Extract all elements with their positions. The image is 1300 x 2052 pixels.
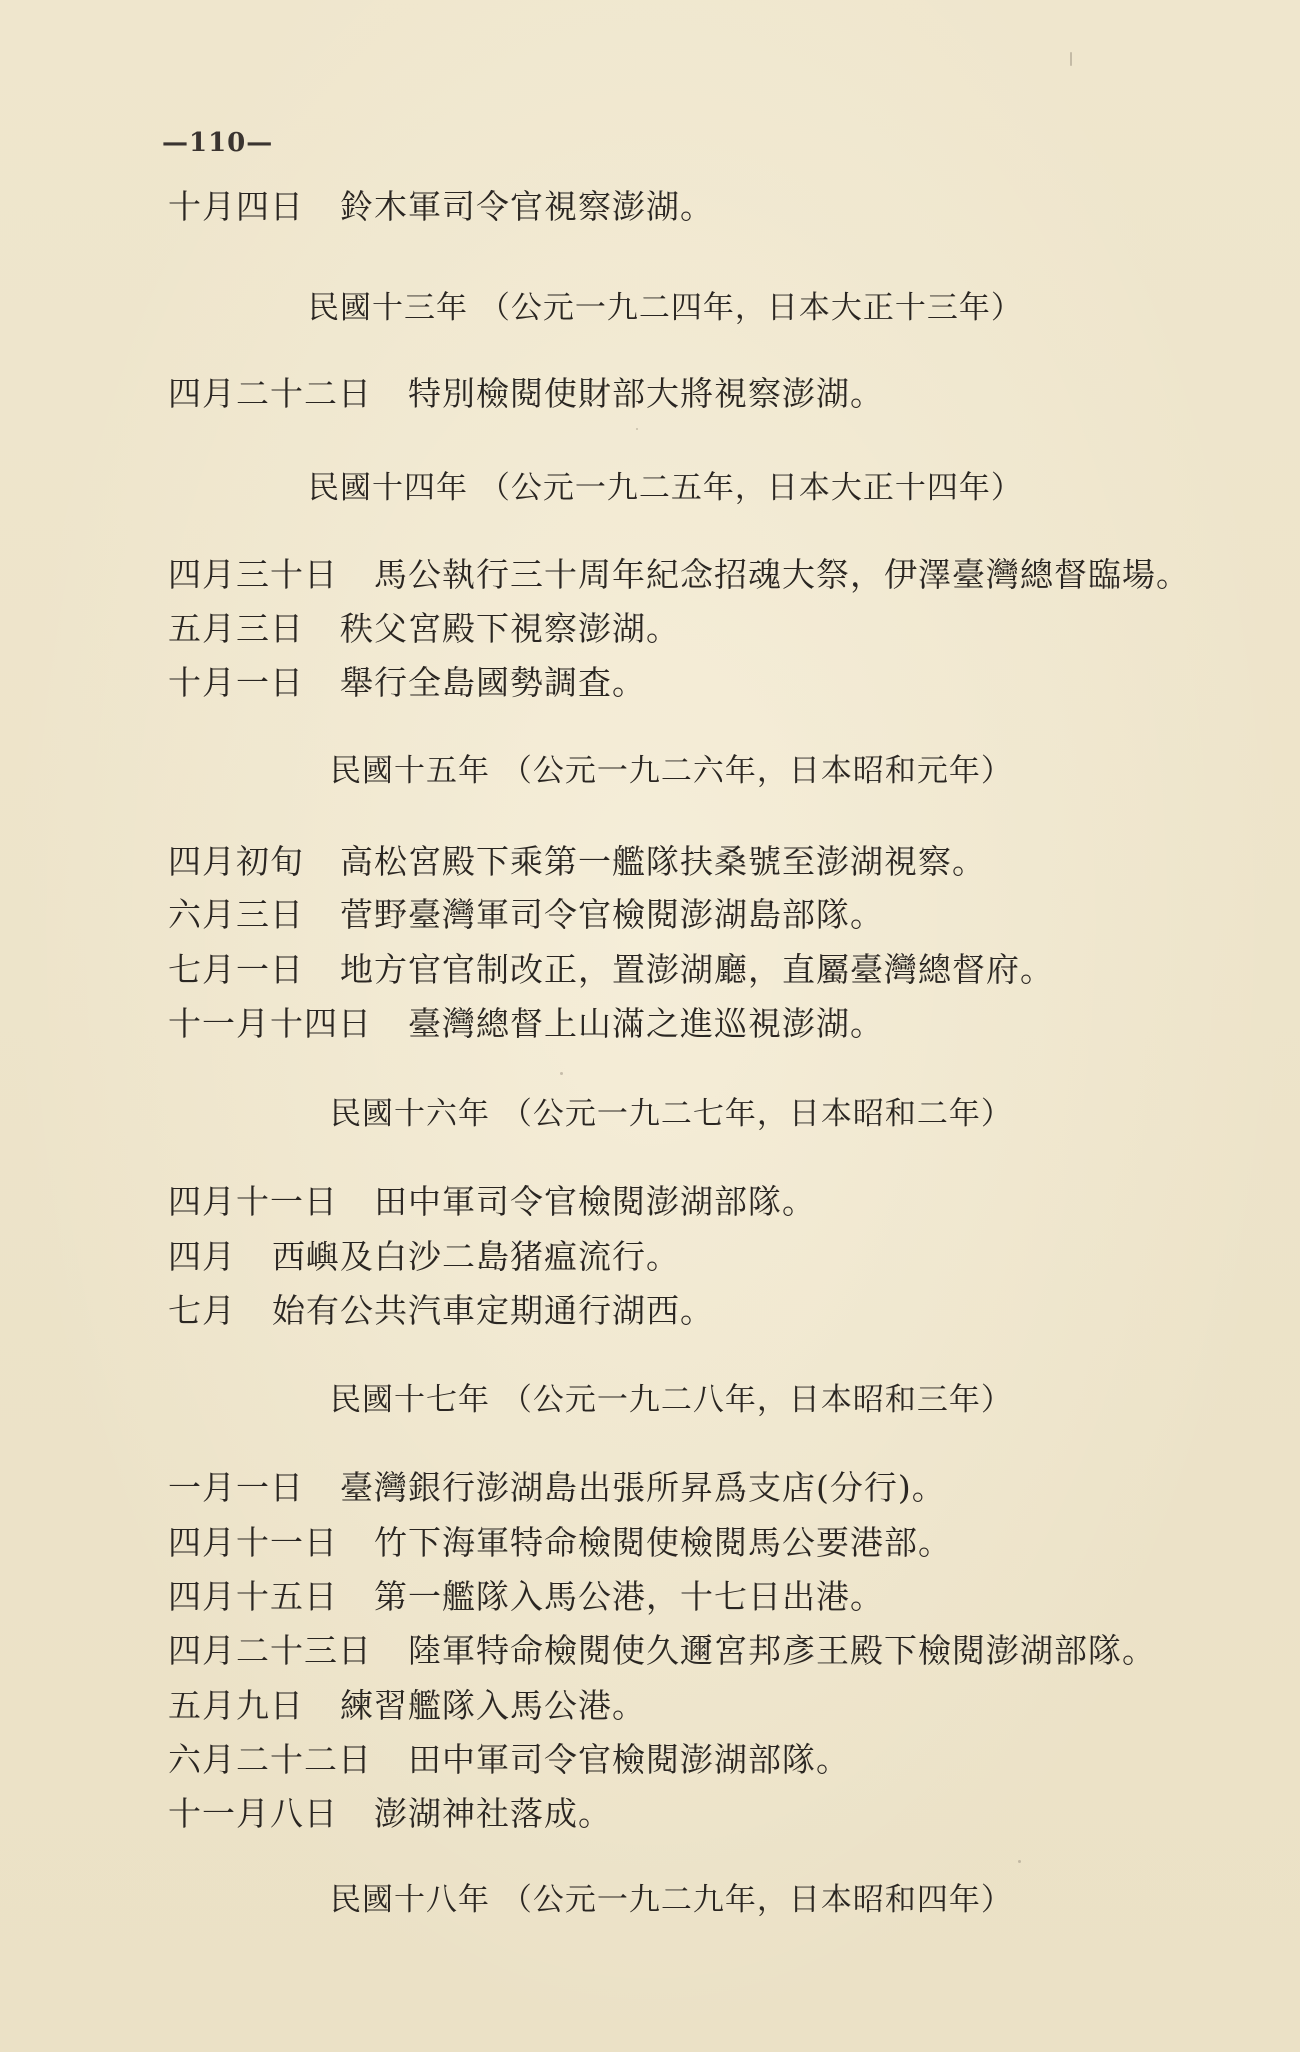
entry-event: 田中軍司令官檢閱澎湖部隊。 xyxy=(408,1740,850,1779)
entry-date: 四月十一日 xyxy=(168,1523,338,1562)
year-heading: 民國十三年 （公元一九二四年，日本大正十三年） xyxy=(308,290,1023,326)
entry-date: 七月一日 xyxy=(168,950,304,989)
paper-speck xyxy=(636,428,638,430)
chronology-entry xyxy=(168,555,1190,595)
chronology-entry xyxy=(168,1468,946,1508)
entry-event: 菅野臺灣軍司令官檢閱澎湖島部隊。 xyxy=(340,895,884,934)
entry-event: 第一艦隊入馬公港，十七日出港。 xyxy=(374,1577,884,1616)
entry-event: 舉行全島國勢調査。 xyxy=(340,663,646,702)
chronology-entry xyxy=(168,1631,1156,1671)
entry-date: 四月十一日 xyxy=(168,1182,338,1221)
entry-date: 五月九日 xyxy=(168,1686,304,1725)
chronology-entry xyxy=(168,187,714,227)
entry-date: 四月初旬 xyxy=(168,842,304,881)
entry-date: 四月十五日 xyxy=(168,1577,338,1616)
year-heading: 民國十五年 （公元一九二六年，日本昭和元年） xyxy=(330,753,1013,789)
year-heading: 民國十四年 （公元一九二五年，日本大正十四年） xyxy=(308,470,1023,506)
chronology-entry xyxy=(168,895,884,935)
entry-event: 臺灣總督上山滿之進巡視澎湖。 xyxy=(408,1004,884,1043)
entry-event: 秩父宮殿下視察澎湖。 xyxy=(340,609,680,648)
entry-event: 高松宮殿下乘第一艦隊扶桑號至澎湖視察。 xyxy=(340,842,986,881)
entry-event: 田中軍司令官檢閱澎湖部隊。 xyxy=(374,1182,816,1221)
entry-date: 四月三十日 xyxy=(168,555,338,594)
chronology-entry xyxy=(168,1794,612,1834)
chronology-entry xyxy=(168,1291,714,1331)
chronology-entry xyxy=(168,1237,680,1277)
entry-event: 特別檢閱使財部大將視察澎湖。 xyxy=(408,374,884,413)
entry-event: 練習艦隊入馬公港。 xyxy=(340,1686,646,1725)
entry-date: 六月三日 xyxy=(168,895,304,934)
entry-event: 地方官官制改正，置澎湖廳，直屬臺灣總督府。 xyxy=(340,950,1054,989)
chronology-entry xyxy=(168,1740,850,1780)
chronology-entry xyxy=(168,1004,884,1044)
chronology-entry xyxy=(168,842,986,882)
chronology-entry xyxy=(168,1686,646,1726)
chronology-entry xyxy=(168,1523,952,1563)
paper-speck xyxy=(1018,1860,1021,1863)
entry-event: 澎湖神社落成。 xyxy=(374,1794,612,1833)
entry-event: 竹下海軍特命檢閱使檢閱馬公要港部。 xyxy=(374,1523,952,1562)
entry-date: 七月 xyxy=(168,1291,236,1330)
year-heading: 民國十七年 （公元一九二八年，日本昭和三年） xyxy=(330,1382,1013,1418)
chronology-entry xyxy=(168,609,680,649)
entry-date: 五月三日 xyxy=(168,609,304,648)
paper-speck xyxy=(1070,52,1072,66)
entry-event: 臺灣銀行澎湖島出張所昇爲支店(分行)。 xyxy=(340,1468,946,1507)
entry-date: 十一月八日 xyxy=(168,1794,338,1833)
chronology-entry xyxy=(168,1182,816,1222)
entry-date: 六月二十二日 xyxy=(168,1740,372,1779)
entry-date: 四月二十三日 xyxy=(168,1631,372,1670)
chronology-entry xyxy=(168,950,1054,990)
paper-speck xyxy=(560,1072,563,1075)
chronology-entry xyxy=(168,663,646,703)
entry-date: 四月二十二日 xyxy=(168,374,372,413)
entry-date: 十月一日 xyxy=(168,663,304,702)
entry-date: 十一月十四日 xyxy=(168,1004,372,1043)
page-number: —110— xyxy=(162,128,274,158)
entry-date: 四月 xyxy=(168,1237,236,1276)
chronology-entry xyxy=(168,374,884,414)
entry-date: 一月一日 xyxy=(168,1468,304,1507)
entry-event: 鈴木軍司令官視察澎湖。 xyxy=(340,187,714,226)
entry-event: 陸軍特命檢閱使久邇宮邦彥王殿下檢閱澎湖部隊。 xyxy=(408,1631,1156,1670)
entry-date: 十月四日 xyxy=(168,187,304,226)
year-heading: 民國十八年 （公元一九二九年，日本昭和四年） xyxy=(330,1882,1013,1918)
entry-event: 馬公執行三十周年紀念招魂大祭，伊澤臺灣總督臨場。 xyxy=(374,555,1190,594)
chronology-entry xyxy=(168,1577,884,1617)
entry-event: 始有公共汽車定期通行湖西。 xyxy=(272,1291,714,1330)
entry-event: 西嶼及白沙二島猪瘟流行。 xyxy=(272,1237,680,1276)
year-heading: 民國十六年 （公元一九二七年，日本昭和二年） xyxy=(330,1096,1013,1132)
